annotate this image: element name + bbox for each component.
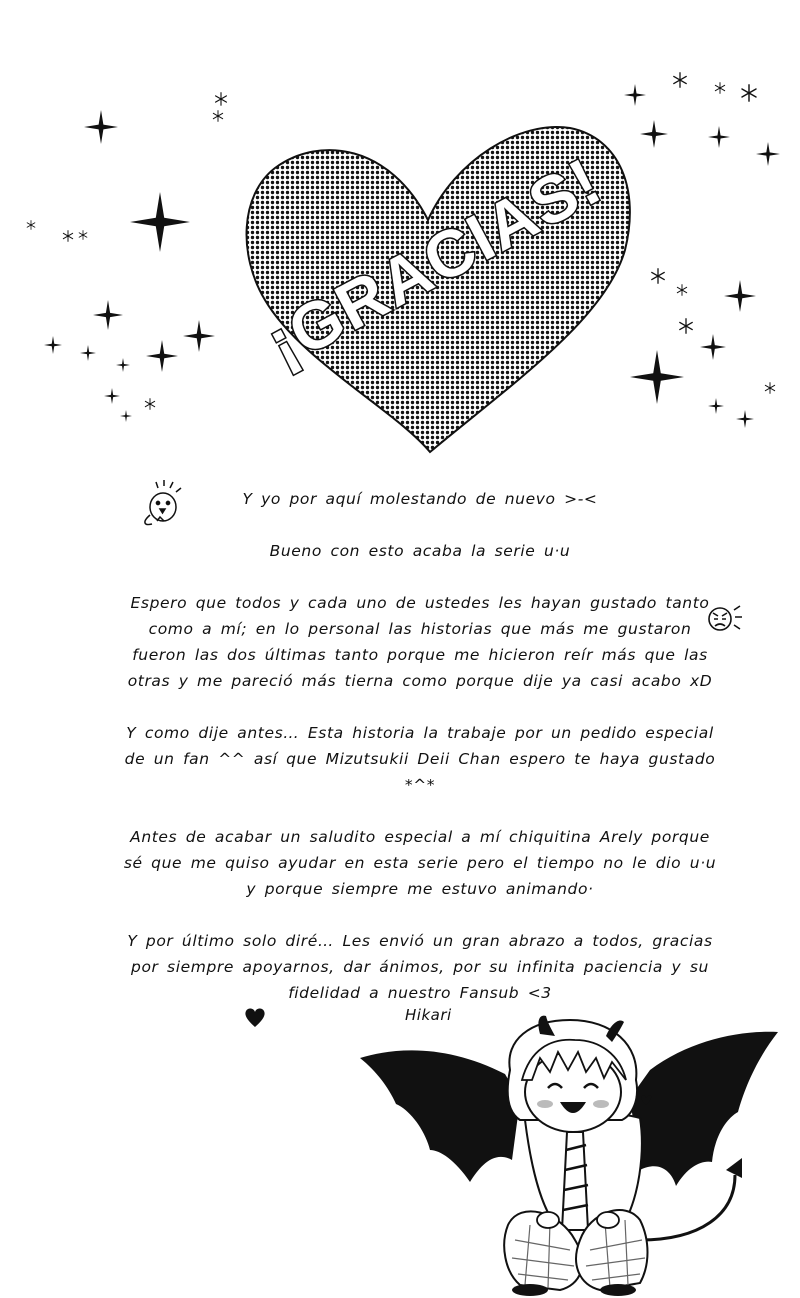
- message-paragraph: Y yo por aquí molestando de nuevo >-<: [242, 490, 598, 508]
- message-paragraph: Y como dije antes… Esta historia la trabaje por un pedido especial de un fan ^^ así que Mizutsukii Deii Chan espero te haya gustado *^*: [124, 724, 716, 794]
- signature: Hikari: [405, 1006, 452, 1024]
- farewell-message: [120, 486, 720, 1032]
- message-paragraph: Espero que todos y cada uno de ustedes les hayan gustado tanto como a mí; en lo personal las historias que más me gustaron fueron las dos últimas tanto porque me hicieron reír más que las otras y me pareció más tierna como porque dije ya casi acabo xD: [127, 594, 713, 690]
- message-paragraph: Bueno con esto acaba la serie u·u: [269, 542, 571, 560]
- message-paragraph: Antes de acabar un saludito especial a mí chiquitina Arely porque sé que me quiso ayudar en esta serie pero el tiempo no le dio u·u y porque siempre me estuvo animando·: [123, 828, 717, 898]
- message-paragraph: Y por último solo diré… Les envió un gran abrazo a todos, gracias por siempre apoyarnos, dar ánimos, por su infinita paciencia y su fidelidad a nuestro Fansub <3: [127, 932, 713, 1002]
- heart-title: ¡GRACIAS!: [255, 143, 614, 381]
